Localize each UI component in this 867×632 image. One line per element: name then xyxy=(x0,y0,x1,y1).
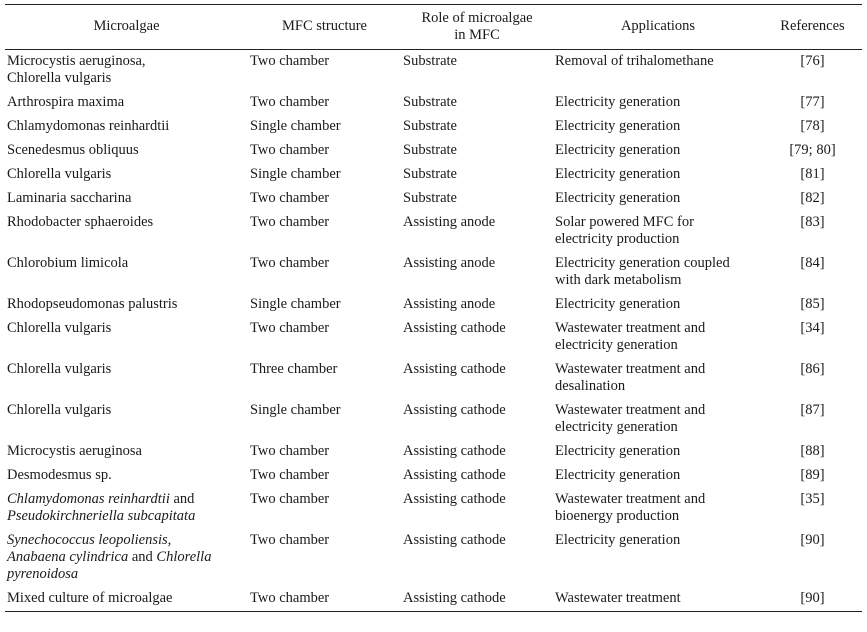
cell-role: Assisting anode xyxy=(403,255,496,271)
cell-role: Assisting cathode xyxy=(403,402,506,418)
cell-mfc-structure: Two chamber xyxy=(250,53,330,69)
header-mfc-structure: MFC structure xyxy=(282,18,367,34)
cell-reference: [79; 80] xyxy=(789,142,836,158)
cell-mfc-structure: Single chamber xyxy=(250,296,341,312)
microalgae-line: Scenedesmus obliquus xyxy=(7,142,139,158)
cell-application xyxy=(553,358,763,399)
microalgae-line: Mixed culture of microalgae xyxy=(7,590,173,606)
cell-microalgae xyxy=(5,529,248,587)
species-name: Chlamydomonas reinhardtii xyxy=(7,491,170,507)
cell-application xyxy=(553,252,763,293)
cell-application xyxy=(553,399,763,440)
application-line: Electricity generation xyxy=(555,142,681,158)
species-name: Synechococcus leopoliensis, xyxy=(7,532,172,548)
application-line: Electricity generation xyxy=(555,118,681,134)
table-row xyxy=(5,587,862,612)
cell-role: Assisting anode xyxy=(403,296,496,312)
application-line: Electricity generation xyxy=(555,467,681,483)
cell-mfc-structure: Two chamber xyxy=(250,491,330,507)
cell-microalgae xyxy=(5,50,248,92)
application-line: Wastewater treatment and xyxy=(555,491,706,507)
application-line: Solar powered MFC for xyxy=(555,214,694,230)
cell-microalgae xyxy=(5,464,248,488)
cell-reference: [89] xyxy=(800,467,825,483)
application-line: Electricity generation coupled xyxy=(555,255,730,271)
species-name: Pseudokirchneriella subcapitata xyxy=(7,508,196,524)
cell-application xyxy=(553,293,763,317)
cell-application xyxy=(553,317,763,358)
application-line: with dark metabolism xyxy=(555,272,682,288)
cell-mfc-structure: Two chamber xyxy=(250,255,330,271)
application-line: Electricity generation xyxy=(555,296,681,312)
cell-reference: [77] xyxy=(800,94,825,110)
table-row xyxy=(5,50,862,92)
cell-application xyxy=(553,464,763,488)
cell-microalgae xyxy=(5,139,248,163)
header-role-line2: in MFC xyxy=(454,26,500,43)
microalgae-line: Chlorella vulgaris xyxy=(7,166,112,182)
microalgae-line: Chlamydomonas reinhardtii xyxy=(7,118,170,134)
cell-mfc-structure: Two chamber xyxy=(250,590,330,606)
cell-microalgae xyxy=(5,252,248,293)
table-row xyxy=(5,187,862,211)
header-row xyxy=(5,5,862,50)
microalgae-mfc-table xyxy=(5,4,862,612)
cell-application xyxy=(553,163,763,187)
cell-mfc-structure: Single chamber xyxy=(250,118,341,134)
cell-reference: [82] xyxy=(800,190,825,206)
microalgae-line: Microcystis aeruginosa xyxy=(7,443,142,459)
cell-application xyxy=(553,50,763,92)
cell-mfc-structure: Two chamber xyxy=(250,532,330,548)
microalgae-line xyxy=(7,508,248,525)
header-applications: Applications xyxy=(620,18,696,34)
table-row xyxy=(5,464,862,488)
cell-role: Assisting cathode xyxy=(403,320,506,336)
microalgae-line: Arthrospira maxima xyxy=(7,94,125,110)
cell-role: Substrate xyxy=(403,190,457,206)
cell-microalgae xyxy=(5,440,248,464)
cell-application xyxy=(553,187,763,211)
cell-reference: [78] xyxy=(800,118,825,134)
connector-text: and xyxy=(128,549,157,565)
application-line: Wastewater treatment xyxy=(555,590,681,606)
cell-role: Substrate xyxy=(403,53,457,69)
table-row xyxy=(5,163,862,187)
table-row xyxy=(5,488,862,529)
header-microalgae: Microalgae xyxy=(93,18,160,34)
cell-role: Substrate xyxy=(403,142,457,158)
cell-reference: [90] xyxy=(800,532,825,548)
application-line: Wastewater treatment and xyxy=(555,361,706,377)
table-row xyxy=(5,139,862,163)
cell-reference: [87] xyxy=(800,402,825,418)
application-line: bioenergy production xyxy=(555,508,680,524)
cell-application xyxy=(553,440,763,464)
cell-reference: [81] xyxy=(800,166,825,182)
table-row xyxy=(5,317,862,358)
cell-application xyxy=(553,529,763,587)
cell-microalgae xyxy=(5,358,248,399)
cell-mfc-structure: Two chamber xyxy=(250,94,330,110)
table-row xyxy=(5,91,862,115)
application-line: electricity generation xyxy=(555,337,678,353)
cell-application xyxy=(553,488,763,529)
cell-application xyxy=(553,115,763,139)
cell-role: Substrate xyxy=(403,166,457,182)
application-line: electricity production xyxy=(555,231,680,247)
cell-role: Assisting cathode xyxy=(403,532,506,548)
microalgae-line: Chlorella vulgaris xyxy=(7,70,112,86)
microalgae-line: Laminaria saccharina xyxy=(7,190,132,206)
cell-microalgae xyxy=(5,115,248,139)
cell-mfc-structure: Single chamber xyxy=(250,402,341,418)
cell-mfc-structure: Two chamber xyxy=(250,190,330,206)
cell-mfc-structure: Two chamber xyxy=(250,142,330,158)
table-row xyxy=(5,529,862,587)
cell-microalgae xyxy=(5,163,248,187)
cell-reference: [84] xyxy=(800,255,825,271)
cell-reference: [90] xyxy=(800,590,825,606)
microalgae-line: Chlorobium limicola xyxy=(7,255,129,271)
cell-reference: [86] xyxy=(800,361,825,377)
microalgae-mfc-table-container xyxy=(5,0,862,612)
cell-application xyxy=(553,211,763,252)
header-role xyxy=(401,5,553,50)
cell-microalgae xyxy=(5,211,248,252)
application-line: Removal of trihalomethane xyxy=(555,53,714,69)
microalgae-line xyxy=(7,491,248,508)
table-row xyxy=(5,115,862,139)
cell-microalgae xyxy=(5,91,248,115)
cell-mfc-structure: Two chamber xyxy=(250,467,330,483)
cell-reference: [35] xyxy=(800,491,825,507)
cell-role: Substrate xyxy=(403,94,457,110)
table-row xyxy=(5,399,862,440)
cell-role: Assisting cathode xyxy=(403,590,506,606)
cell-application xyxy=(553,91,763,115)
table-row xyxy=(5,293,862,317)
cell-role: Assisting anode xyxy=(403,214,496,230)
header-references: References xyxy=(780,18,845,34)
application-line: Electricity generation xyxy=(555,443,681,459)
species-name: Anabaena cylindrica xyxy=(7,549,129,565)
microalgae-line: Chlorella vulgaris xyxy=(7,402,112,418)
application-line: Electricity generation xyxy=(555,166,681,182)
microalgae-line xyxy=(7,566,248,583)
cell-mfc-structure: Two chamber xyxy=(250,443,330,459)
cell-reference: [34] xyxy=(800,320,825,336)
microalgae-line: Rhodobacter sphaeroides xyxy=(7,214,154,230)
table-header xyxy=(5,5,862,50)
cell-mfc-structure: Two chamber xyxy=(250,214,330,230)
application-line: Wastewater treatment and xyxy=(555,320,706,336)
table-row xyxy=(5,252,862,293)
application-line: Electricity generation xyxy=(555,190,681,206)
cell-microalgae xyxy=(5,399,248,440)
application-line: electricity generation xyxy=(555,419,678,435)
cell-reference: [88] xyxy=(800,443,825,459)
cell-microalgae xyxy=(5,587,248,612)
cell-mfc-structure: Three chamber xyxy=(250,361,338,377)
cell-role: Assisting cathode xyxy=(403,467,506,483)
application-line: desalination xyxy=(555,378,626,394)
cell-reference: [76] xyxy=(800,53,825,69)
header-role-line1: Role of microalgae xyxy=(421,9,533,26)
connector-text: and xyxy=(169,491,195,507)
table-row xyxy=(5,440,862,464)
cell-role: Assisting cathode xyxy=(403,361,506,377)
application-line: Electricity generation xyxy=(555,532,681,548)
cell-microalgae xyxy=(5,187,248,211)
microalgae-line: Chlorella vulgaris xyxy=(7,320,112,336)
cell-role: Assisting cathode xyxy=(403,443,506,459)
cell-application xyxy=(553,139,763,163)
microalgae-line: Desmodesmus sp. xyxy=(7,467,112,483)
microalgae-line: Microcystis aeruginosa, xyxy=(7,53,146,69)
cell-role: Assisting cathode xyxy=(403,491,506,507)
cell-application xyxy=(553,587,763,612)
cell-mfc-structure: Two chamber xyxy=(250,320,330,336)
application-line: Electricity generation xyxy=(555,94,681,110)
table-row xyxy=(5,358,862,399)
species-name: pyrenoidosa xyxy=(7,566,79,582)
table-body xyxy=(5,50,862,612)
cell-microalgae xyxy=(5,293,248,317)
cell-microalgae xyxy=(5,317,248,358)
species-name: Chlorella xyxy=(156,549,212,565)
cell-reference: [83] xyxy=(800,214,825,230)
cell-microalgae xyxy=(5,488,248,529)
microalgae-line xyxy=(7,532,248,549)
application-line: Wastewater treatment and xyxy=(555,402,706,418)
cell-mfc-structure: Single chamber xyxy=(250,166,341,182)
cell-reference: [85] xyxy=(800,296,825,312)
cell-role: Substrate xyxy=(403,118,457,134)
microalgae-line: Rhodopseudomonas palustris xyxy=(7,296,178,312)
table-row xyxy=(5,211,862,252)
microalgae-line: Chlorella vulgaris xyxy=(7,361,112,377)
microalgae-line xyxy=(7,549,248,566)
